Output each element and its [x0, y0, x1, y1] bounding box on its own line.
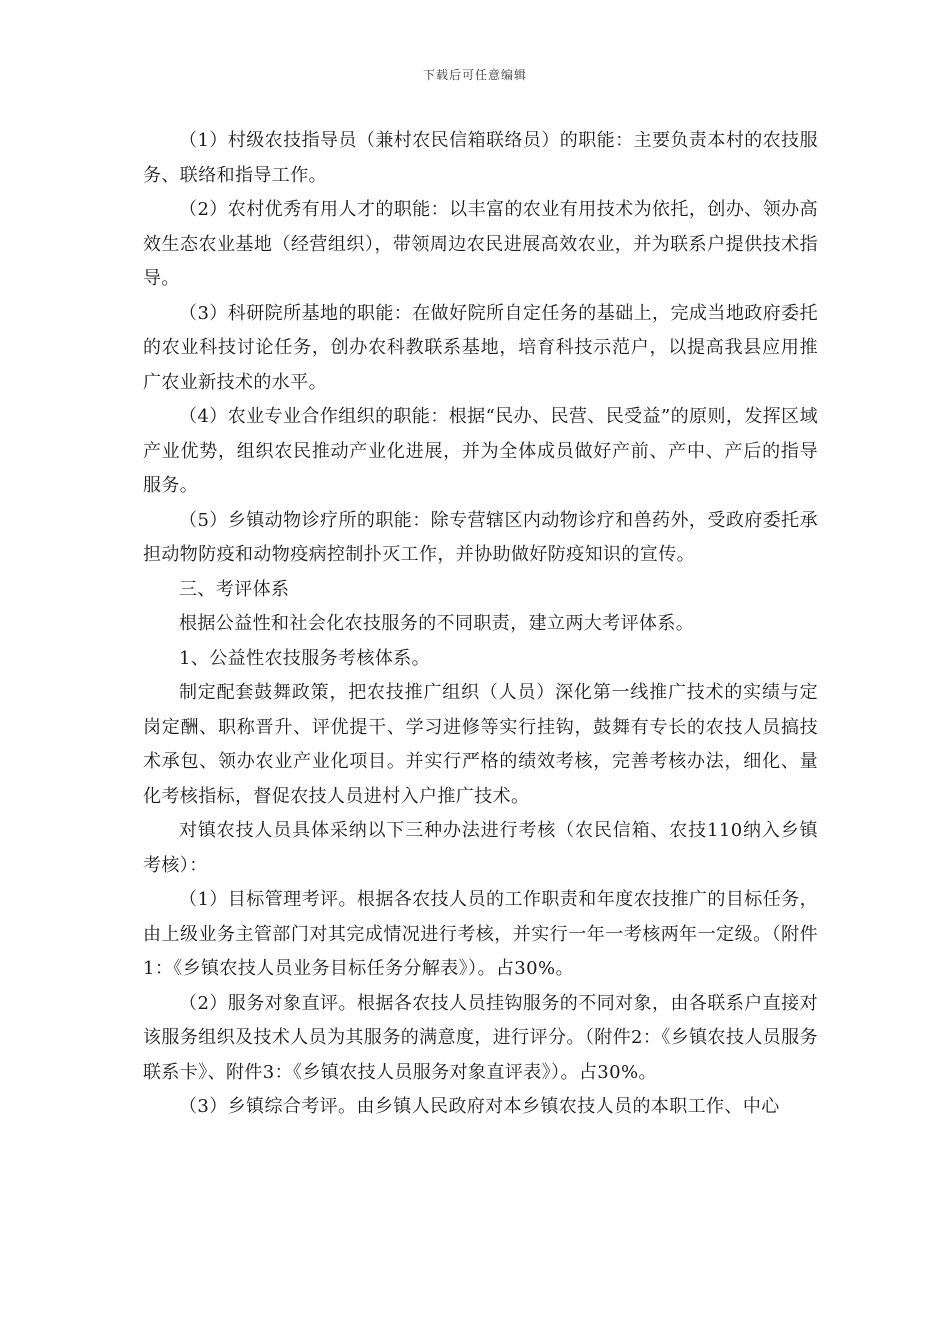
subheading-public-service-assessment: 1、公益性农技服务考核体系。 — [179, 647, 431, 669]
paragraph-two-systems: 根据公益性和社会化农技服务的不同职责，建立两大考评体系。 — [179, 613, 695, 634]
paragraph-cooperative-duty: （4）农业专业合作组织的职能：根据“民办、民营、民受益”的原则，发挥区域产业优势，组织农民推动产业化进展，并为全体成员做好产前、产中、产后的指导服务。 — [143, 406, 818, 496]
document-body — [143, 124, 818, 1125]
page-header: 下载后可任意编辑 — [422, 68, 527, 82]
paragraph-veterinary-clinic-duty: （5）乡镇动物诊疗所的职能：除专营辖区内动物诊疗和兽药外，受政府委托承担动物防疫和动物疫病控制扑灭工作，并协助做好防疫知识的宣传。 — [143, 509, 818, 565]
paragraph-incentive-policy: 制定配套鼓舞政策，把农技推广组织（人员）深化第一线推广技术的实绩与定岗定酬、职称晋升、评优提干、学习进修等实行挂钩，鼓舞有专长的农技人员搞技术承包、领办农业产业化项目。并实行严格的绩效考核，完善考核办法，细化、量化考核指标，督促农技人员进村入户推广技术。 — [143, 682, 818, 807]
section-heading-evaluation-system: 三、考评体系 — [179, 578, 290, 600]
paragraph-village-guide-duty: （1）村级农技指导员（兼村农民信箱联络员）的职能：主要负责本村的农技服务、联络和指导工作。 — [143, 130, 818, 186]
paragraph-target-management: （1）目标管理考评。根据各农技人员的工作职责和年度农技推广的目标任务，由上级业务主管部门对其完成情况进行考核，并实行一年一考核两年一定级。（附件1：《乡镇农技人员业务目标任务分解表》）。占30%。 — [143, 889, 818, 979]
paragraph-research-base-duty: （3）科研院所基地的职能：在做好院所自定任务的基础上，完成当地政府委托的农业科技讨论任务，创办农科教联系基地，培育科技示范户，以提高我县应用推广农业新技术的水平。 — [143, 302, 818, 393]
paragraph-three-methods: 对镇农技人员具体采纳以下三种办法进行考核（农民信箱、农技110纳入乡镇考核）： — [143, 820, 818, 876]
paragraph-township-assessment: （3）乡镇综合考评。由乡镇人民政府对本乡镇农技人员的本职工作、中心 — [179, 1096, 780, 1117]
paragraph-service-object-rating: （2）服务对象直评。根据各农技人员挂钩服务的不同对象，由各联系户直接对该服务组织及技术人员为其服务的满意度，进行评分。（附件2：《乡镇农技人员服务联系卡》、附件3：《乡镇农技人员服务对象直评表》）。占30%。 — [143, 992, 818, 1083]
paragraph-rural-talent-duty: （2）农村优秀有用人才的职能：以丰富的农业有用技术为依托，创办、领办高效生态农业基地（经营组织），带领周边农民进展高效农业，并为联系户提供技术指导。 — [143, 199, 818, 289]
